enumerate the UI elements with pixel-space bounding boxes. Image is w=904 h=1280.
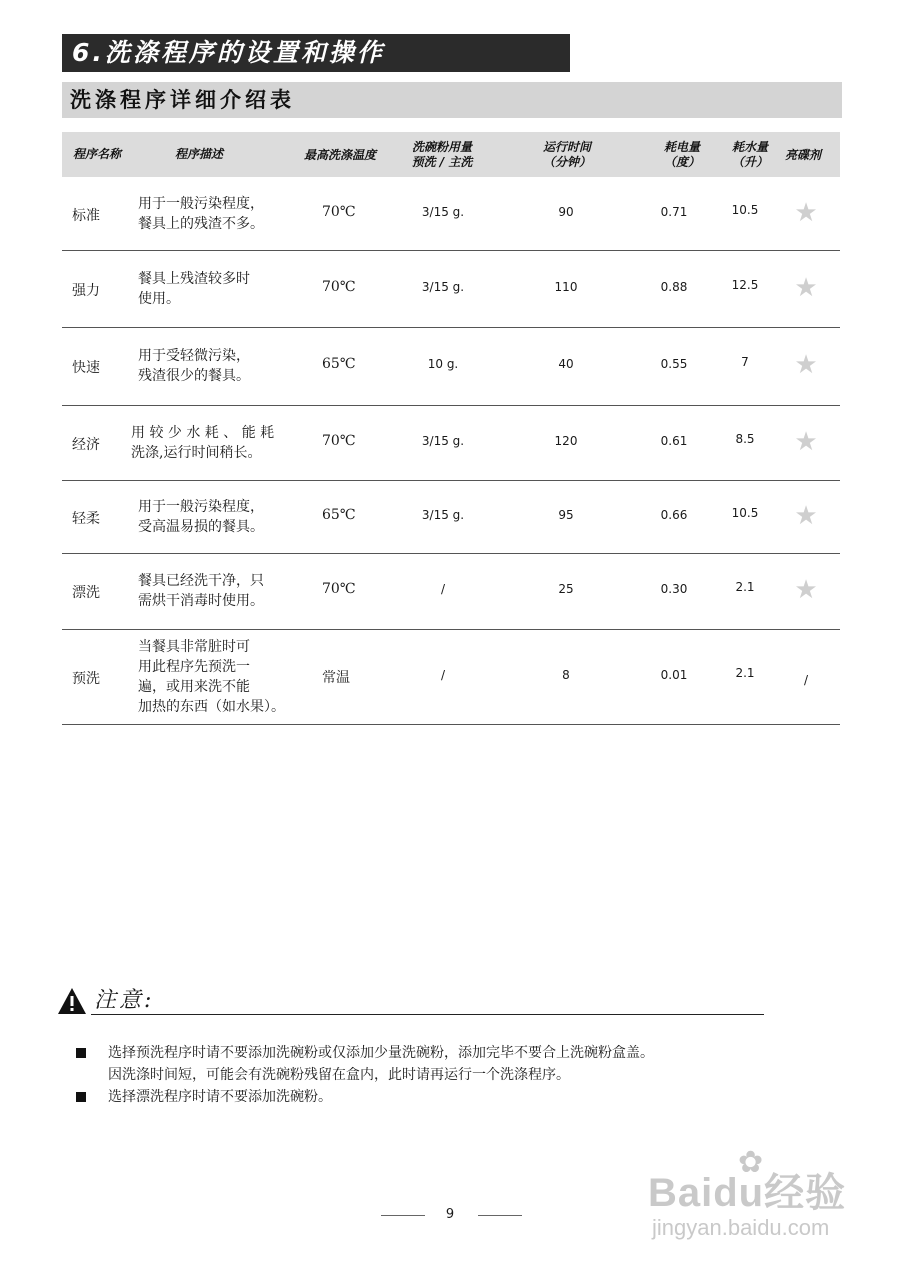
- program-description: [138, 571, 264, 611]
- power-consumption: 0.01: [660, 667, 688, 682]
- max-temperature: 65℃: [322, 356, 356, 372]
- description-line: 用于受轻微污染，: [138, 348, 250, 364]
- table-row: [62, 629, 840, 725]
- program-description: [138, 346, 250, 386]
- rinse-aid-value: /: [803, 672, 809, 687]
- description-line: 加热的东西（如水果）。: [138, 698, 285, 715]
- page-number-rule-left: [381, 1215, 425, 1216]
- header-water-line1: 耗水量: [731, 140, 768, 154]
- table-header: [62, 132, 840, 177]
- description-line: 受高温易损的餐具。: [138, 518, 264, 535]
- water-consumption: 12.5: [731, 277, 759, 292]
- description-line: 需烘干消毒时使用。: [138, 593, 264, 609]
- description-line: 用 较 少 水 耗 、 能 耗: [131, 424, 275, 441]
- power-consumption: 0.61: [660, 433, 688, 448]
- table-row: [62, 480, 840, 554]
- header-runtime-line2: （分钟）: [542, 155, 591, 169]
- star-icon: ★: [794, 197, 818, 228]
- program-name: 快速: [72, 360, 100, 376]
- watermark-url: jingyan.baidu.com: [652, 1215, 830, 1240]
- description-line: 用此程序先预洗一: [138, 658, 250, 675]
- header-runtime-line1: 运行时间: [542, 140, 591, 154]
- note-1-line-2: 因洗涤时间短，可能会有洗碗粉残留在盒内，此时请再运行一个洗涤程序。: [108, 1067, 570, 1083]
- table-row: [62, 327, 840, 406]
- description-line: 用于一般污染程度，: [138, 498, 264, 515]
- water-consumption: 7: [741, 355, 749, 369]
- header-detergent-line2: 预洗 / 主洗: [411, 155, 473, 169]
- program-description: [131, 423, 274, 463]
- program-name: 轻柔: [72, 510, 100, 527]
- header-detergent-line1: 洗碗粉用量: [411, 140, 472, 154]
- description-line: 使用。: [138, 290, 180, 307]
- watermark-main: Baidu经验: [648, 1171, 847, 1215]
- power-consumption: 0.55: [660, 357, 688, 371]
- page-number: 9: [445, 1207, 455, 1222]
- note-bullet: [76, 1092, 86, 1102]
- runtime-minutes: 90: [558, 204, 574, 219]
- program-name: 标准: [72, 207, 100, 224]
- detergent-amount: 10 g.: [427, 357, 459, 371]
- header-runtime: [522, 140, 612, 170]
- warning-title: 注意:: [94, 988, 155, 1013]
- table-row: [62, 553, 840, 630]
- header-rinse-aid: 亮碟剂: [784, 148, 821, 162]
- watermark-logo: [640, 1145, 870, 1245]
- program-description: [138, 497, 264, 537]
- table-row: [62, 250, 840, 328]
- note-1-line-1: 选择预洗程序时请不要添加洗碗粉或仅添加少量洗碗粉，添加完毕不要合上洗碗粉盒盖。: [108, 1045, 654, 1061]
- paw-icon: ✿: [738, 1145, 764, 1180]
- program-name: 预洗: [72, 670, 100, 687]
- header-power-line2: （度）: [663, 155, 700, 169]
- program-name: 漂洗: [72, 585, 100, 601]
- warning-divider: [91, 1014, 764, 1015]
- max-temperature: 65℃: [322, 506, 356, 523]
- runtime-minutes: 25: [558, 582, 574, 596]
- runtime-minutes: 110: [554, 279, 578, 294]
- star-icon: ★: [794, 575, 818, 605]
- water-consumption: 10.5: [731, 505, 759, 520]
- star-icon: ★: [794, 350, 818, 380]
- detergent-amount: /: [440, 667, 446, 682]
- detergent-amount: 3/15 g.: [421, 279, 465, 294]
- description-line: 餐具上残渣较多时: [138, 270, 250, 287]
- max-temperature: 70℃: [322, 432, 356, 449]
- power-consumption: 0.30: [660, 582, 688, 596]
- description-line: 当餐具非常脏时可: [138, 638, 250, 655]
- description-line: 残渣很少的餐具。: [138, 368, 250, 384]
- table-row: [62, 177, 840, 251]
- max-temperature: 70℃: [322, 581, 356, 597]
- max-temperature: 70℃: [322, 203, 356, 220]
- power-consumption: 0.66: [660, 507, 688, 522]
- water-consumption: 8.5: [735, 431, 755, 446]
- star-icon: ★: [794, 500, 818, 531]
- note-bullet: [76, 1048, 86, 1058]
- water-consumption: 2.1: [735, 665, 755, 680]
- header-max-temp: 最高洗涤温度: [303, 148, 376, 162]
- runtime-minutes: 8: [562, 667, 570, 682]
- header-power-line1: 耗电量: [663, 140, 700, 154]
- description-line: 餐具上的残渣不多。: [138, 215, 264, 232]
- star-icon: ★: [794, 426, 818, 457]
- detergent-amount: /: [440, 582, 446, 596]
- header-name: 程序名称: [72, 147, 121, 161]
- max-temperature: 常温: [322, 669, 350, 686]
- warning-icon: [57, 986, 87, 1016]
- detergent-amount: 3/15 g.: [421, 204, 465, 219]
- runtime-minutes: 40: [558, 357, 574, 371]
- note-2-line-1: 选择漂洗程序时请不要添加洗碗粉。: [108, 1089, 332, 1105]
- subsection-title: 洗涤程序详细介绍表: [62, 82, 842, 118]
- max-temperature: 70℃: [322, 278, 356, 295]
- runtime-minutes: 95: [558, 507, 574, 522]
- description-line: 餐具已经洗干净，只: [138, 573, 264, 589]
- star-icon: ★: [794, 272, 818, 303]
- power-consumption: 0.88: [660, 279, 688, 294]
- section-title: 6.洗涤程序的设置和操作: [62, 34, 570, 72]
- water-consumption: 2.1: [735, 580, 755, 594]
- header-detergent: [392, 140, 492, 170]
- detergent-amount: 3/15 g.: [421, 433, 465, 448]
- program-name: 强力: [72, 282, 100, 299]
- header-water: [722, 140, 778, 170]
- description-line: 洗涤,运行时间稍长。: [131, 444, 262, 461]
- header-description: 程序描述: [174, 147, 223, 161]
- program-name: 经济: [72, 436, 100, 453]
- detergent-amount: 3/15 g.: [421, 507, 465, 522]
- runtime-minutes: 120: [554, 433, 578, 448]
- program-description: [138, 194, 264, 234]
- power-consumption: 0.71: [660, 204, 688, 219]
- program-description: [138, 637, 285, 717]
- description-line: 用于一般污染程度，: [138, 195, 264, 212]
- header-power: [652, 140, 712, 170]
- program-description: [138, 269, 250, 309]
- header-water-line2: （升）: [731, 155, 768, 169]
- description-line: 遍，或用来洗不能: [138, 678, 250, 695]
- table-row: [62, 405, 840, 481]
- water-consumption: 10.5: [731, 202, 759, 217]
- page-number-rule-right: [478, 1215, 522, 1216]
